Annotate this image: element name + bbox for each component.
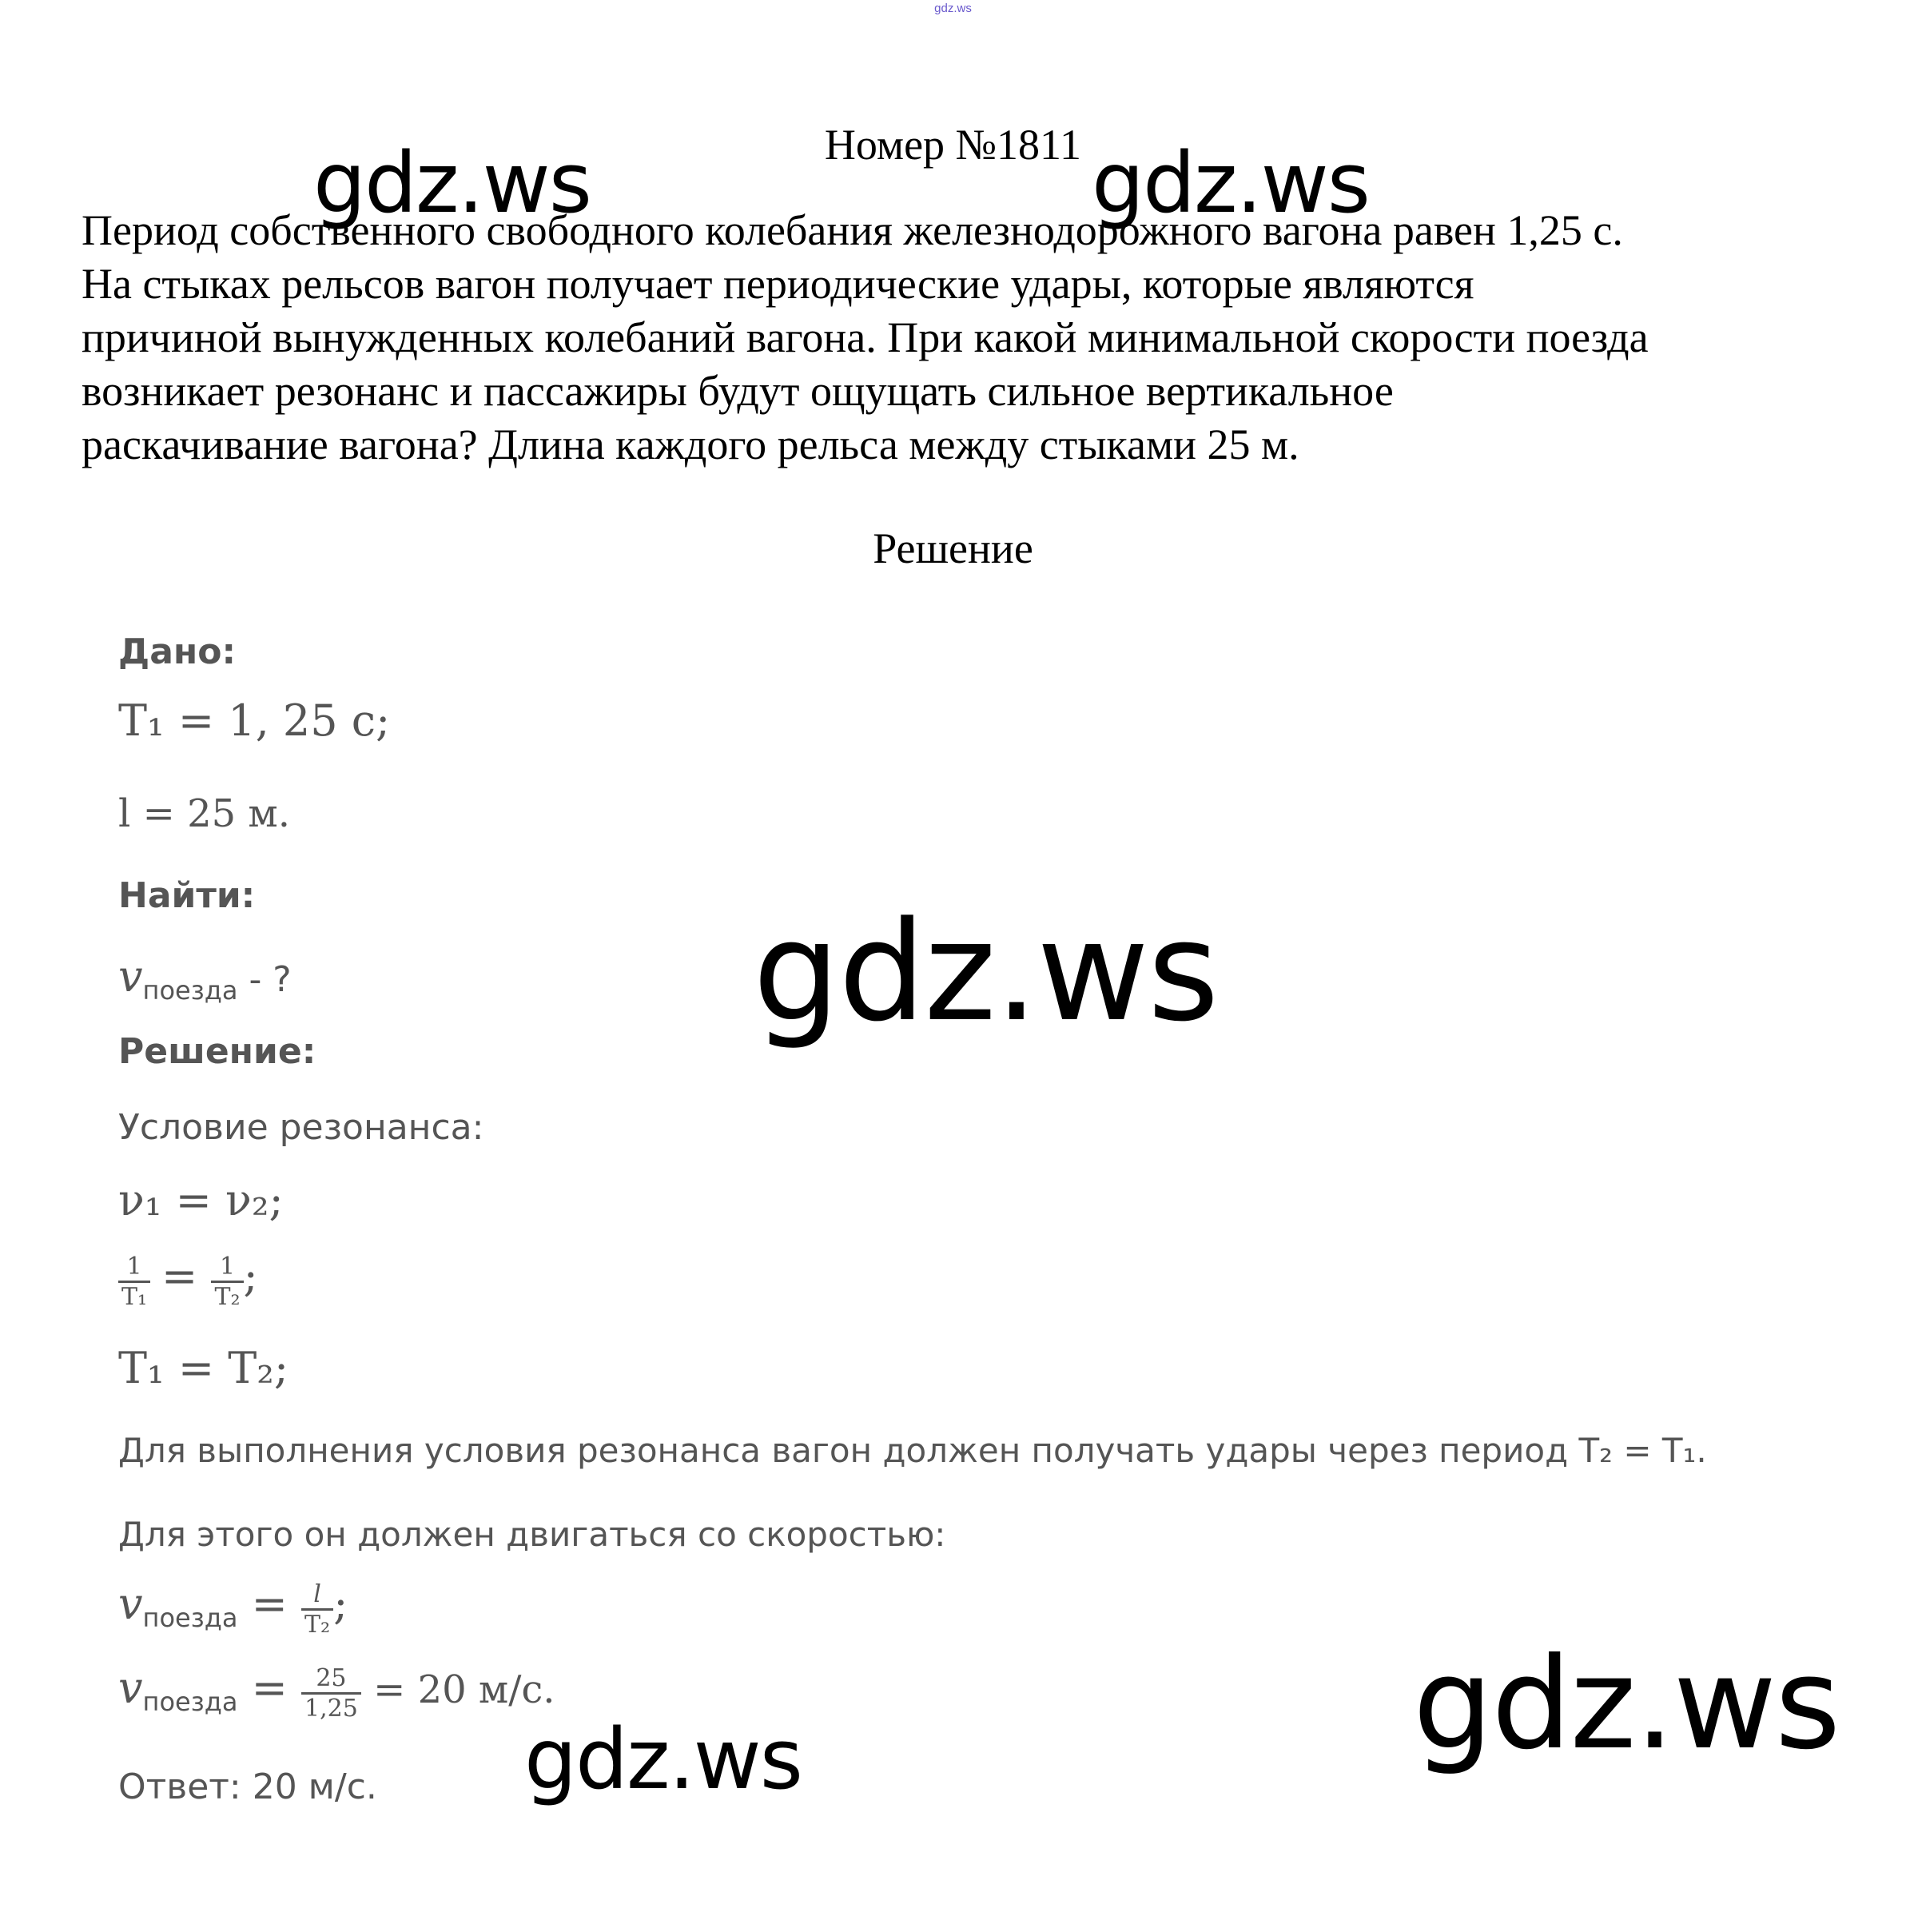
page-title: Номер №1811 (824, 121, 1082, 169)
fraction: $\frac{25}{1,25}$ (301, 1664, 361, 1723)
equation-speed-formula: $v_{поезда}$ = $\frac{l}{\text{T₂}}$ ; (118, 1579, 348, 1639)
equation-fraction-periods: $\frac{1}{\text{T₁}}$ = $\frac{1}{\text{T₂}}$ ; (118, 1251, 258, 1311)
given-period: T₁ = 1, 25 с; (118, 695, 391, 746)
fraction: $\frac{l}{\text{T₂}}$ (301, 1580, 333, 1639)
solution-heading: Решение (873, 524, 1033, 572)
equation-frequency: ν₁ = ν₂; (118, 1175, 284, 1225)
problem-line: раскачивание вагона? Длина каждого рельса между стыками 25 м. (82, 420, 1299, 468)
given-length: l = 25 м. (118, 791, 291, 836)
problem-text (82, 204, 1864, 472)
find-label: Найти: (118, 875, 256, 916)
watermark: gdz.ws (753, 891, 1218, 1052)
top-watermark: gdz.ws (934, 2, 972, 15)
find-question: - ? (237, 959, 292, 1000)
given-label: Дано: (118, 631, 237, 672)
fraction: $\frac{1}{\text{T₁}}$ (118, 1253, 150, 1311)
problem-line: Период собственного свободного колебания железнодорожного вагона равен 1,25 с. (82, 206, 1623, 254)
problem-line: На стыках рельсов вагон получает периодические удары, которые являются (82, 260, 1474, 308)
problem-line: причиной вынужденных колебаний вагона. При какой минимальной скорости поезда (82, 313, 1649, 361)
velocity-subscript: поезда (142, 974, 238, 1006)
fraction: $\frac{1}{\text{T₂}}$ (211, 1253, 243, 1311)
period-explanation: Для выполнения условия резонанса вагон должен получать удары через период T₂ = T₁. (118, 1431, 1707, 1470)
equation-periods: T₁ = T₂; (118, 1343, 289, 1393)
solution-label: Решение: (118, 1031, 316, 1072)
resonance-condition: Условие резонанса: (118, 1107, 484, 1148)
watermark: gdz.ws (313, 134, 591, 232)
watermark: gdz.ws (1413, 1631, 1840, 1778)
equation-speed-result: $v_{поезда}$ = $\frac{25}{1,25}$ = 20 м/с. (118, 1663, 555, 1723)
velocity-symbol: v (118, 951, 143, 1002)
speed-explanation: Для этого он должен двигаться со скоростью: (118, 1515, 946, 1554)
watermark: gdz.ws (524, 1711, 802, 1808)
answer: Ответ: 20 м/с. (118, 1767, 377, 1807)
watermark: gdz.ws (1092, 134, 1369, 232)
problem-line: возникает резонанс и пассажиры будут ощущать сильное вертикальное (82, 367, 1394, 415)
find-expression (118, 951, 292, 1006)
